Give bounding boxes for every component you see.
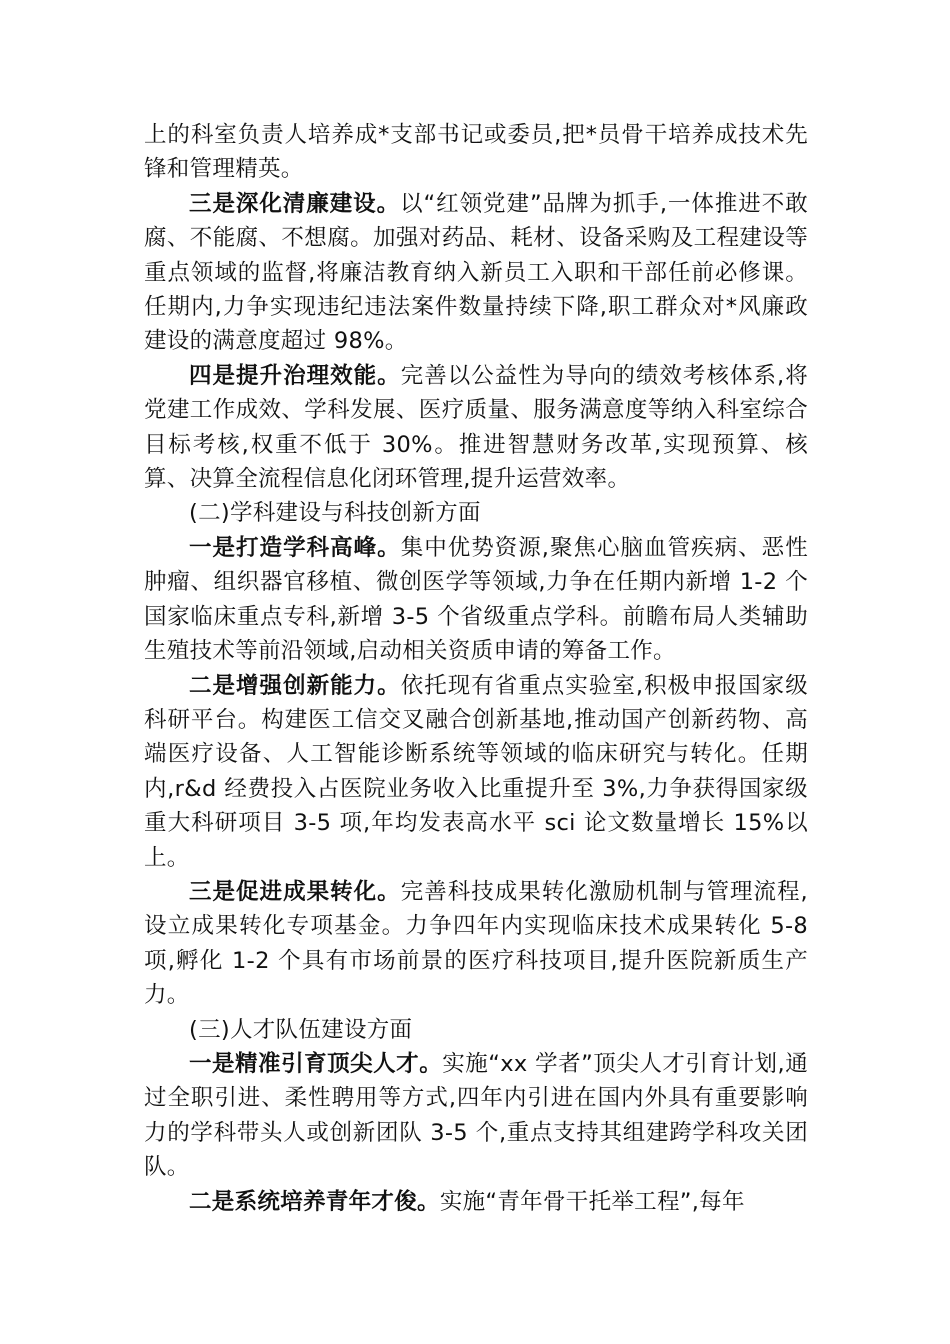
paragraph-text: 完善科技成果转化激励机制与管理流程,设立成果转化专项基金。力争四年内实现临床技术成果转化 5-8 项,孵化 1-2 个具有市场前景的医疗科技项目,提升医院新质生产力。: [144, 878, 808, 1009]
section-heading-text: (二)学科建设与科技创新方面: [189, 500, 481, 527]
section-heading-talent: [144, 1013, 808, 1047]
paragraph-text: 以“红领党建”品牌为抓手,一体推进不敢腐、不能腐、不想腐。加强对药品、耗材、设备采购及工程建设等重点领域的监督,将廉洁教育纳入新员工入职和干部任前必修课。任期内,力争实现违纪违法案件数量持续下降,职工群众对*风廉政建设的满意度超过 98%。: [144, 190, 808, 355]
paragraph-lead: 二是系统培养青年才俊。: [189, 1188, 440, 1215]
section-heading-discipline: [144, 496, 808, 530]
paragraph-lead: 二是增强创新能力。: [189, 672, 401, 699]
paragraph-text: 完善以公益性为导向的绩效考核体系,将党建工作成效、学科发展、医疗质量、服务满意度等纳入科室综合目标考核,权重不低于 30%。推进智慧财务改革,实现预算、核算、决算全流程信息化闭环管理,提升运营效率。: [144, 362, 808, 493]
paragraph-text: 实施“xx 学者”顶尖人才引育计划,通过全职引进、柔性聘用等方式,四年内引进在国内外具有重要影响力的学科带头人或创新团队 3-5 个,重点支持其组建跨学科攻关团队。: [144, 1050, 808, 1181]
paragraph-lead: 三是深化清廉建设。: [189, 190, 401, 217]
paragraph-text: 实施“青年骨干托举工程”,每年: [439, 1188, 745, 1215]
paragraph-innovation: [144, 669, 808, 875]
paragraph-integrity-building: [144, 187, 808, 359]
paragraph-lead: 三是促进成果转化。: [189, 878, 401, 905]
paragraph-lead: 一是打造学科高峰。: [189, 534, 401, 561]
paragraph-achievement-transfer: [144, 875, 808, 1013]
paragraph-top-talent: [144, 1047, 808, 1185]
paragraph-discipline-peak: [144, 531, 808, 669]
paragraph-text: 依托现有省重点实验室,积极申报国家级科研平台。构建医工信交叉融合创新基地,推动国产创新药物、高端医疗设备、人工智能诊断系统等领域的临床研究与转化。任期内,r&d 经费投入占医院业务收入比重提升至 3%,力争获得国家级重大科研项目 3-5 项,年均发表高水平 sci 论文数量增长 15%以上。: [144, 672, 808, 871]
paragraph-lead: 一是精准引育顶尖人才。: [189, 1050, 443, 1077]
paragraph-continuation: [144, 118, 808, 187]
paragraph-text: 集中优势资源,聚焦心脑血管疾病、恶性肿瘤、组织器官移植、微创医学等领域,力争在任期内新增 1-2 个国家临床重点专科,新增 3-5 个省级重点学科。前瞻布局人类辅助生殖技术等前沿领域,启动相关资质申请的筹备工作。: [144, 534, 808, 665]
section-heading-text: (三)人才队伍建设方面: [189, 1016, 413, 1043]
paragraph-young-talent: [144, 1185, 808, 1219]
document-body: [144, 118, 808, 1219]
paragraph-governance: [144, 359, 808, 497]
paragraph-text: 上的科室负责人培养成*支部书记或委员,把*员骨干培养成技术先锋和管理精英。: [144, 122, 808, 183]
paragraph-lead: 四是提升治理效能。: [189, 362, 401, 389]
